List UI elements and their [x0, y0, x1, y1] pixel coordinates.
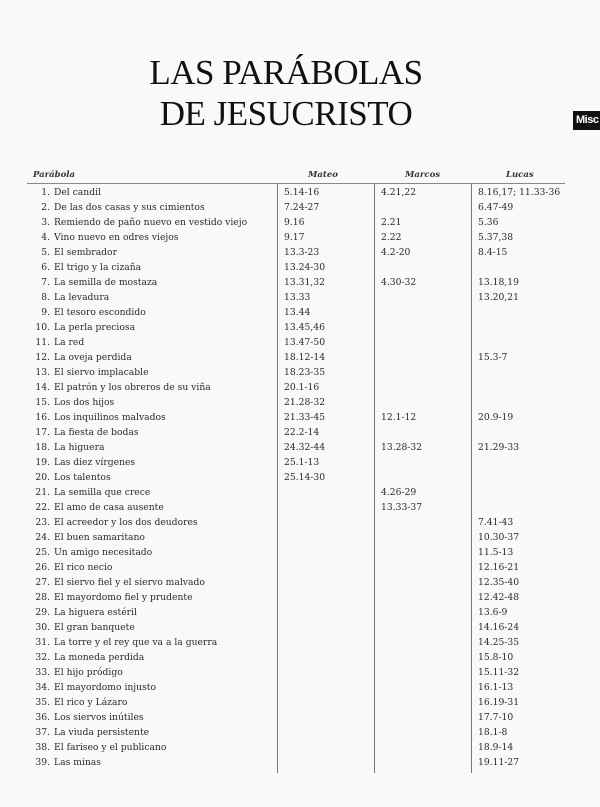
table-row [0, 470, 600, 485]
parable-name: Las minas [54, 757, 101, 768]
parable-name: Los talentos [54, 472, 111, 483]
lucas-reference: 13.6-9 [478, 607, 508, 618]
table-row [0, 680, 600, 695]
lucas-reference: 16.1-13 [478, 682, 514, 693]
parable-name: La levadura [54, 292, 110, 303]
column-header-lucas: Lucas [506, 170, 534, 180]
mateo-reference: 24.32-44 [284, 442, 326, 453]
row-number: 10. [35, 322, 50, 333]
mateo-reference: 7.24-27 [284, 202, 320, 213]
parable-name: Vino nuevo en odres viejos [54, 232, 179, 243]
table-row [0, 260, 600, 275]
parable-name: La semilla que crece [54, 487, 151, 498]
parable-name: El mayordomo fiel y prudente [54, 592, 193, 603]
lucas-reference: 5.37,38 [478, 232, 514, 243]
table-row [0, 545, 600, 560]
lucas-reference: 15.11-32 [478, 667, 520, 678]
row-number: 7. [41, 277, 50, 288]
header-divider [27, 183, 565, 184]
table-row [0, 245, 600, 260]
mateo-reference: 18.23-35 [284, 367, 326, 378]
parable-name: De las dos casas y sus cimientos [54, 202, 205, 213]
row-number: 14. [35, 382, 50, 393]
table-row [0, 560, 600, 575]
table-row [0, 365, 600, 380]
mateo-reference: 21.33-45 [284, 412, 326, 423]
parable-name: El sembrador [54, 247, 117, 258]
row-number: 15. [35, 397, 50, 408]
mateo-reference: 13.45,46 [284, 322, 325, 333]
mateo-reference: 18.12-14 [284, 352, 326, 363]
table-row [0, 410, 600, 425]
mateo-reference: 22.2-14 [284, 427, 320, 438]
row-number: 19. [35, 457, 50, 468]
parable-name: La torre y el rey que va a la guerra [54, 637, 218, 648]
row-number: 21. [35, 487, 50, 498]
row-number: 33. [35, 667, 50, 678]
lucas-reference: 18.9-14 [478, 742, 514, 753]
table-row [0, 230, 600, 245]
mateo-reference: 13.47-50 [284, 337, 326, 348]
lucas-reference: 12.42-48 [478, 592, 520, 603]
table-row [0, 500, 600, 515]
lucas-reference: 5.36 [478, 217, 499, 228]
mateo-reference: 21.28-32 [284, 397, 326, 408]
table-row [0, 350, 600, 365]
row-number: 32. [35, 652, 50, 663]
table-row [0, 200, 600, 215]
parable-name: La viuda persistente [54, 727, 150, 738]
row-number: 6. [41, 262, 50, 273]
section-tab-misc: Misc [573, 111, 600, 130]
row-number: 35. [35, 697, 50, 708]
lucas-reference: 7.41-43 [478, 517, 514, 528]
row-number: 17. [35, 427, 50, 438]
lucas-reference: 15.3-7 [478, 352, 508, 363]
parable-name: La perla preciosa [54, 322, 136, 333]
marcos-reference: 2.21 [381, 217, 402, 228]
parable-name: Los inquilinos malvados [54, 412, 166, 423]
parable-name: Un amigo necesitado [54, 547, 153, 558]
row-number: 4. [41, 232, 50, 243]
mateo-reference: 13.33 [284, 292, 311, 303]
row-number: 27. [35, 577, 50, 588]
mateo-reference: 13.3-23 [284, 247, 320, 258]
row-number: 22. [35, 502, 50, 513]
row-number: 11. [35, 337, 50, 348]
row-number: 23. [35, 517, 50, 528]
parable-name: La higuera estéril [54, 607, 137, 618]
lucas-reference: 6.47-49 [478, 202, 514, 213]
table-row [0, 440, 600, 455]
row-number: 13. [35, 367, 50, 378]
lucas-reference: 10.30-37 [478, 532, 520, 543]
mateo-reference: 5.14-16 [284, 187, 320, 198]
table-row [0, 425, 600, 440]
mateo-reference: 9.16 [284, 217, 305, 228]
lucas-reference: 14.25-35 [478, 637, 520, 648]
table-row [0, 755, 600, 770]
lucas-reference: 17.7-10 [478, 712, 514, 723]
table-row [0, 710, 600, 725]
lucas-reference: 8.16,17; 11.33-36 [478, 187, 561, 198]
table-row [0, 575, 600, 590]
row-number: 9. [41, 307, 50, 318]
column-header-marcos: Marcos [405, 170, 441, 180]
table-row [0, 530, 600, 545]
parable-name: La red [54, 337, 85, 348]
column-header-parabola: Parábola [33, 170, 76, 180]
table-row [0, 335, 600, 350]
parable-name: Del candil [54, 187, 101, 198]
mateo-reference: 25.1-13 [284, 457, 320, 468]
table-row [0, 620, 600, 635]
parable-name: El mayordomo injusto [54, 682, 157, 693]
lucas-reference: 14.16-24 [478, 622, 520, 633]
parable-name: Los siervos inútiles [54, 712, 144, 723]
lucas-reference: 20.9-19 [478, 412, 514, 423]
parable-name: Remiendo de paño nuevo en vestido viejo [54, 217, 248, 228]
parable-name: El rico necio [54, 562, 113, 573]
table-row [0, 455, 600, 470]
row-number: 28. [35, 592, 50, 603]
row-number: 3. [41, 217, 50, 228]
marcos-reference: 4.21,22 [381, 187, 417, 198]
marcos-reference: 4.2-20 [381, 247, 411, 258]
parable-name: El acreedor y los dos deudores [54, 517, 198, 528]
table-row [0, 305, 600, 320]
mateo-reference: 25.14-30 [284, 472, 326, 483]
parable-name: Las diez vírgenes [54, 457, 136, 468]
row-number: 38. [35, 742, 50, 753]
row-number: 34. [35, 682, 50, 693]
mateo-reference: 20.1-16 [284, 382, 320, 393]
table-row [0, 185, 600, 200]
row-number: 36. [35, 712, 50, 723]
table-body [0, 185, 600, 770]
marcos-reference: 13.28-32 [381, 442, 423, 453]
parable-name: El fariseo y el publicano [54, 742, 167, 753]
row-number: 37. [35, 727, 50, 738]
mateo-reference: 13.24-30 [284, 262, 326, 273]
table-row [0, 695, 600, 710]
table-row [0, 725, 600, 740]
parable-name: La semilla de mostaza [54, 277, 158, 288]
table-row [0, 215, 600, 230]
lucas-reference: 13.18,19 [478, 277, 519, 288]
parable-name: La oveja perdida [54, 352, 132, 363]
parable-name: El rico y Lázaro [54, 697, 128, 708]
parable-name: El amo de casa ausente [54, 502, 164, 513]
row-number: 5. [41, 247, 50, 258]
parable-name: Los dos hijos [54, 397, 115, 408]
page-title-line-1: LAS PARÁBOLAS [149, 53, 423, 92]
lucas-reference: 12.35-40 [478, 577, 520, 588]
parable-name: El patrón y los obreros de su viña [54, 382, 211, 393]
row-number: 31. [35, 637, 50, 648]
row-number: 26. [35, 562, 50, 573]
parable-name: El siervo implacable [54, 367, 149, 378]
lucas-reference: 12.16-21 [478, 562, 520, 573]
parable-name: El trigo y la cizaña [54, 262, 142, 273]
page-title-line-2: DE JESUCRISTO [159, 94, 413, 133]
parable-name: El siervo fiel y el siervo malvado [54, 577, 205, 588]
lucas-reference: 15.8-10 [478, 652, 514, 663]
row-number: 24. [35, 532, 50, 543]
lucas-reference: 16.19-31 [478, 697, 520, 708]
table-row [0, 380, 600, 395]
table-row [0, 650, 600, 665]
parable-name: La fiesta de bodas [54, 427, 139, 438]
parable-name: El tesoro escondido [54, 307, 146, 318]
lucas-reference: 21.29-33 [478, 442, 520, 453]
marcos-reference: 2.22 [381, 232, 402, 243]
table-row [0, 320, 600, 335]
row-number: 25. [35, 547, 50, 558]
lucas-reference: 8.4-15 [478, 247, 508, 258]
mateo-reference: 13.31,32 [284, 277, 325, 288]
lucas-reference: 11.5-13 [478, 547, 514, 558]
row-number: 1. [41, 187, 50, 198]
row-number: 30. [35, 622, 50, 633]
table-row [0, 485, 600, 500]
row-number: 2. [41, 202, 50, 213]
row-number: 12. [35, 352, 50, 363]
lucas-reference: 13.20,21 [478, 292, 519, 303]
column-header-mateo: Mateo [308, 170, 338, 180]
table-row [0, 590, 600, 605]
parable-name: El gran banquete [54, 622, 135, 633]
table-row [0, 515, 600, 530]
marcos-reference: 4.26-29 [381, 487, 417, 498]
marcos-reference: 13.33-37 [381, 502, 423, 513]
row-number: 18. [35, 442, 50, 453]
table-row [0, 740, 600, 755]
marcos-reference: 12.1-12 [381, 412, 417, 423]
parable-name: El buen samaritano [54, 532, 145, 543]
marcos-reference: 4.30-32 [381, 277, 417, 288]
parable-name: El hijo pródigo [54, 667, 123, 678]
row-number: 29. [35, 607, 50, 618]
lucas-reference: 19.11-27 [478, 757, 520, 768]
table-row [0, 665, 600, 680]
row-number: 39. [35, 757, 50, 768]
parable-name: La higuera [54, 442, 105, 453]
mateo-reference: 13.44 [284, 307, 311, 318]
table-row [0, 395, 600, 410]
table-row [0, 290, 600, 305]
table-row [0, 275, 600, 290]
row-number: 16. [35, 412, 50, 423]
lucas-reference: 18.1-8 [478, 727, 508, 738]
table-row [0, 605, 600, 620]
table-row [0, 635, 600, 650]
mateo-reference: 9.17 [284, 232, 305, 243]
row-number: 8. [41, 292, 50, 303]
parable-name: La moneda perdida [54, 652, 145, 663]
row-number: 20. [35, 472, 50, 483]
